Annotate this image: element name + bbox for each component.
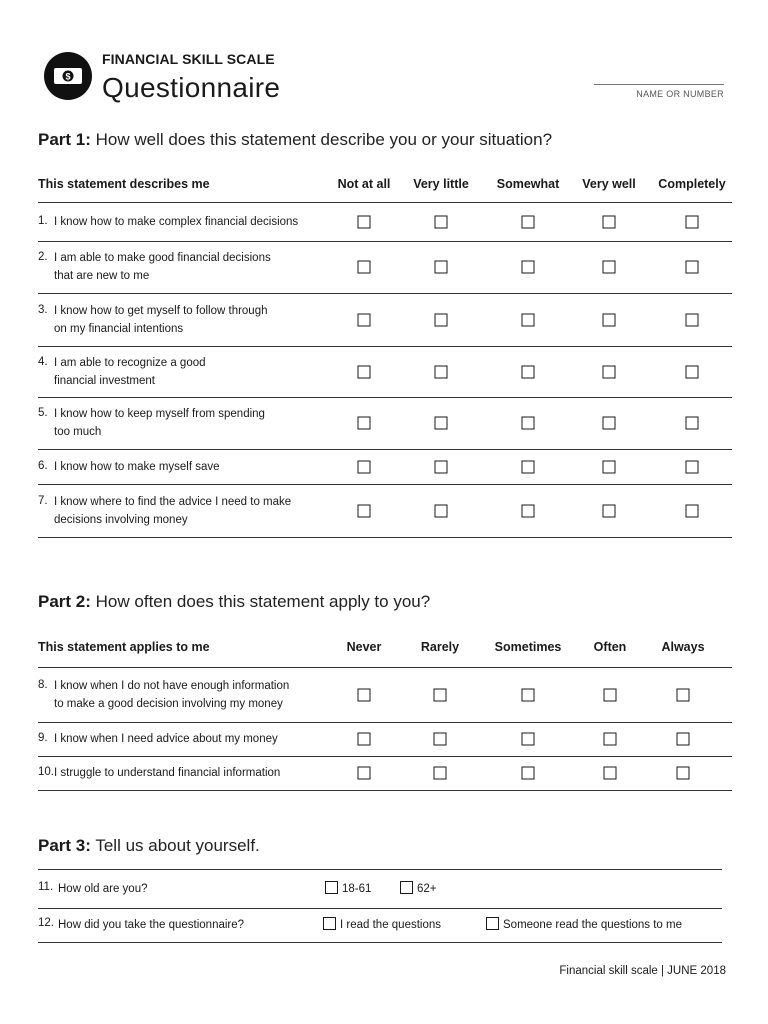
part1-answer-checkbox[interactable] bbox=[522, 460, 535, 473]
part2-answer-checkbox[interactable] bbox=[358, 767, 371, 780]
part1-answer-checkbox[interactable] bbox=[686, 417, 699, 430]
part1-answer-checkbox[interactable] bbox=[435, 313, 448, 326]
part2-item-text-line: to make a good decision involving my money bbox=[54, 697, 283, 710]
part3-question: Tell us about yourself. bbox=[95, 836, 260, 855]
part1-row-rule bbox=[38, 484, 732, 485]
part2-question: How often does this statement apply to you? bbox=[95, 592, 431, 611]
part2-column-header: Rarely bbox=[420, 640, 460, 654]
part3-option-checkbox[interactable] bbox=[323, 917, 336, 930]
part2-label: Part 2: bbox=[38, 592, 91, 611]
part3-option-label: I read the questions bbox=[340, 919, 442, 931]
part1-answer-checkbox[interactable] bbox=[522, 504, 535, 517]
part3-top-rule bbox=[38, 869, 722, 870]
part2-answer-checkbox[interactable] bbox=[434, 733, 447, 746]
part1-item-text-line: I know how to keep myself from spending bbox=[54, 408, 265, 420]
part2-item-text bbox=[54, 677, 289, 713]
part2-answer-checkbox[interactable] bbox=[604, 767, 617, 780]
part2-row-rule bbox=[38, 722, 732, 723]
part1-item-number: 6. bbox=[38, 459, 48, 472]
part1-item-text bbox=[54, 405, 265, 441]
part1-answer-checkbox[interactable] bbox=[435, 460, 448, 473]
part3-option-checkbox[interactable] bbox=[325, 881, 338, 894]
part1-item-text-line: I know how to get myself to follow through bbox=[54, 304, 268, 317]
part2-item-text-line: I know when I do not have enough information bbox=[54, 679, 290, 692]
part3-option[interactable] bbox=[323, 917, 441, 931]
part1-column-header: Not at all bbox=[337, 177, 391, 191]
part1-answer-checkbox[interactable] bbox=[522, 215, 535, 228]
part2-column-header: Sometimes bbox=[494, 640, 562, 654]
part1-item-number: 7. bbox=[38, 494, 48, 507]
part1-answer-checkbox[interactable] bbox=[603, 460, 616, 473]
part1-answer-checkbox[interactable] bbox=[522, 417, 535, 430]
dollar-bill-icon bbox=[44, 52, 92, 100]
part1-item-number: 2. bbox=[38, 251, 48, 263]
part1-column-header: Somewhat bbox=[496, 177, 560, 191]
part1-answer-checkbox[interactable] bbox=[603, 417, 616, 430]
part1-item-text-line: on my financial intentions bbox=[54, 322, 184, 335]
part1-answer-checkbox[interactable] bbox=[686, 504, 699, 517]
part1-header-rule bbox=[38, 202, 732, 203]
part1-title bbox=[38, 130, 552, 150]
footer-note: Financial skill scale | JUNE 2018 bbox=[559, 965, 726, 977]
part2-item-number: 9. bbox=[38, 732, 48, 744]
part1-answer-checkbox[interactable] bbox=[522, 261, 535, 274]
part3-title bbox=[38, 836, 260, 856]
part1-answer-checkbox[interactable] bbox=[358, 365, 371, 378]
part1-row-rule bbox=[38, 241, 732, 242]
page-title: Questionnaire bbox=[102, 72, 281, 103]
part1-question: How well does this statement describe you or your situation? bbox=[95, 130, 553, 149]
part1-column-header: Completely bbox=[658, 177, 726, 191]
part3-option-label: Someone read the questions to me bbox=[503, 919, 683, 931]
part2-answer-checkbox[interactable] bbox=[677, 733, 690, 746]
part1-answer-checkbox[interactable] bbox=[686, 460, 699, 473]
part3-row-rule bbox=[38, 942, 722, 943]
part2-title bbox=[38, 592, 430, 612]
part1-answer-checkbox[interactable] bbox=[522, 313, 535, 326]
part1-item-text-line: financial investment bbox=[54, 374, 155, 387]
part1-answer-checkbox[interactable] bbox=[435, 215, 448, 228]
part2-answer-checkbox[interactable] bbox=[677, 767, 690, 780]
part1-item-text bbox=[54, 302, 268, 338]
part1-item-text-line: decisions involving money bbox=[54, 513, 188, 526]
part1-label: Part 1: bbox=[38, 130, 91, 149]
form-kicker: FINANCIAL SKILL SCALE bbox=[102, 51, 275, 67]
part2-answer-checkbox[interactable] bbox=[522, 767, 535, 780]
part3-option-checkbox[interactable] bbox=[486, 917, 499, 930]
part2-answer-checkbox[interactable] bbox=[604, 688, 617, 701]
part2-item-number: 10. bbox=[38, 766, 54, 778]
part2-column-header: Often bbox=[593, 640, 627, 654]
part1-answer-checkbox[interactable] bbox=[603, 215, 616, 228]
part1-item-text-line: I am able to recognize a good bbox=[54, 356, 206, 369]
part1-answer-checkbox[interactable] bbox=[358, 460, 371, 473]
name-field[interactable] bbox=[594, 84, 724, 85]
part2-column-header: Always bbox=[661, 640, 705, 654]
part1-answer-checkbox[interactable] bbox=[686, 365, 699, 378]
part1-answer-checkbox[interactable] bbox=[435, 417, 448, 430]
logo-badge bbox=[44, 52, 92, 100]
part1-row-rule bbox=[38, 397, 732, 398]
name-field-label: NAME OR NUMBER bbox=[636, 89, 724, 99]
svg-text:$: $ bbox=[65, 71, 71, 82]
part1-answer-checkbox[interactable] bbox=[603, 313, 616, 326]
part3-item-number: 11. bbox=[38, 880, 54, 893]
part2-item-text-line: I know when I need advice about my money bbox=[54, 733, 278, 745]
part1-item-number: 1. bbox=[38, 214, 48, 227]
part2-header-rule bbox=[38, 667, 732, 668]
part2-answer-checkbox[interactable] bbox=[434, 767, 447, 780]
part1-answer-checkbox[interactable] bbox=[358, 215, 371, 228]
part1-item-number: 5. bbox=[38, 407, 48, 419]
part1-answer-checkbox[interactable] bbox=[686, 215, 699, 228]
part2-row-rule bbox=[38, 790, 732, 791]
part1-item-text-line: that are new to me bbox=[54, 270, 150, 282]
part1-row-rule bbox=[38, 293, 732, 294]
part2-answer-checkbox[interactable] bbox=[358, 688, 371, 701]
part2-item-text bbox=[54, 730, 278, 748]
part3-label: Part 3: bbox=[38, 836, 91, 855]
part2-answer-checkbox[interactable] bbox=[677, 688, 690, 701]
part2-row-header: This statement applies to me bbox=[38, 640, 210, 654]
part1-item-text-line: I am able to make good financial decisions bbox=[54, 252, 271, 264]
part3-item-text: How old are you? bbox=[58, 882, 148, 895]
part3-option[interactable] bbox=[400, 881, 437, 895]
part1-column-header: Very well bbox=[582, 177, 636, 191]
part1-item-text-line: I know how to make complex financial decisions bbox=[54, 215, 299, 228]
part3-option[interactable] bbox=[486, 917, 682, 931]
part1-answer-checkbox[interactable] bbox=[686, 261, 699, 274]
part1-answer-checkbox[interactable] bbox=[603, 504, 616, 517]
part3-item-text: How did you take the questionnaire? bbox=[58, 919, 245, 931]
part1-answer-checkbox[interactable] bbox=[358, 261, 371, 274]
part3-item-number: 12. bbox=[38, 917, 54, 929]
part2-item-text bbox=[54, 764, 280, 782]
part1-item-number: 4. bbox=[38, 355, 48, 368]
part1-answer-checkbox[interactable] bbox=[603, 365, 616, 378]
part3-row-rule bbox=[38, 908, 722, 909]
part1-answer-checkbox[interactable] bbox=[358, 504, 371, 517]
part1-row-rule bbox=[38, 346, 732, 347]
part2-item-number: 8. bbox=[38, 678, 48, 691]
part2-item-text-line: I struggle to understand financial information bbox=[54, 767, 281, 779]
part2-answer-checkbox[interactable] bbox=[522, 733, 535, 746]
part2-answer-checkbox[interactable] bbox=[522, 688, 535, 701]
part1-answer-checkbox[interactable] bbox=[522, 365, 535, 378]
part1-answer-checkbox[interactable] bbox=[435, 504, 448, 517]
part1-row-rule bbox=[38, 537, 732, 538]
part1-answer-checkbox[interactable] bbox=[358, 313, 371, 326]
part1-answer-checkbox[interactable] bbox=[358, 417, 371, 430]
part2-answer-checkbox[interactable] bbox=[358, 733, 371, 746]
part1-answer-checkbox[interactable] bbox=[686, 313, 699, 326]
part1-item-text bbox=[54, 458, 220, 476]
part1-answer-checkbox[interactable] bbox=[435, 261, 448, 274]
part1-item-text bbox=[54, 493, 291, 529]
part1-item-text bbox=[54, 213, 298, 231]
part1-item-text-line: too much bbox=[54, 426, 102, 438]
part1-answer-checkbox[interactable] bbox=[435, 365, 448, 378]
part2-answer-checkbox[interactable] bbox=[434, 688, 447, 701]
part1-item-text-line: I know where to find the advice I need to make bbox=[54, 495, 292, 508]
part1-row-rule bbox=[38, 449, 732, 450]
part1-item-text-line: I know how to make myself save bbox=[54, 460, 220, 473]
part1-column-header: Very little bbox=[413, 177, 469, 191]
part1-row-header: This statement describes me bbox=[38, 177, 210, 191]
part1-answer-checkbox[interactable] bbox=[603, 261, 616, 274]
part3-option[interactable] bbox=[325, 881, 371, 895]
part2-row-rule bbox=[38, 756, 732, 757]
part1-item-text bbox=[54, 354, 206, 390]
part1-item-number: 3. bbox=[38, 303, 48, 316]
part3-option-checkbox[interactable] bbox=[400, 881, 413, 894]
part3-option-label: 62+ bbox=[417, 882, 437, 895]
part2-answer-checkbox[interactable] bbox=[604, 733, 617, 746]
part3-option-label: 18-61 bbox=[342, 882, 372, 895]
part2-column-header: Never bbox=[346, 640, 382, 654]
part1-item-text bbox=[54, 249, 271, 285]
